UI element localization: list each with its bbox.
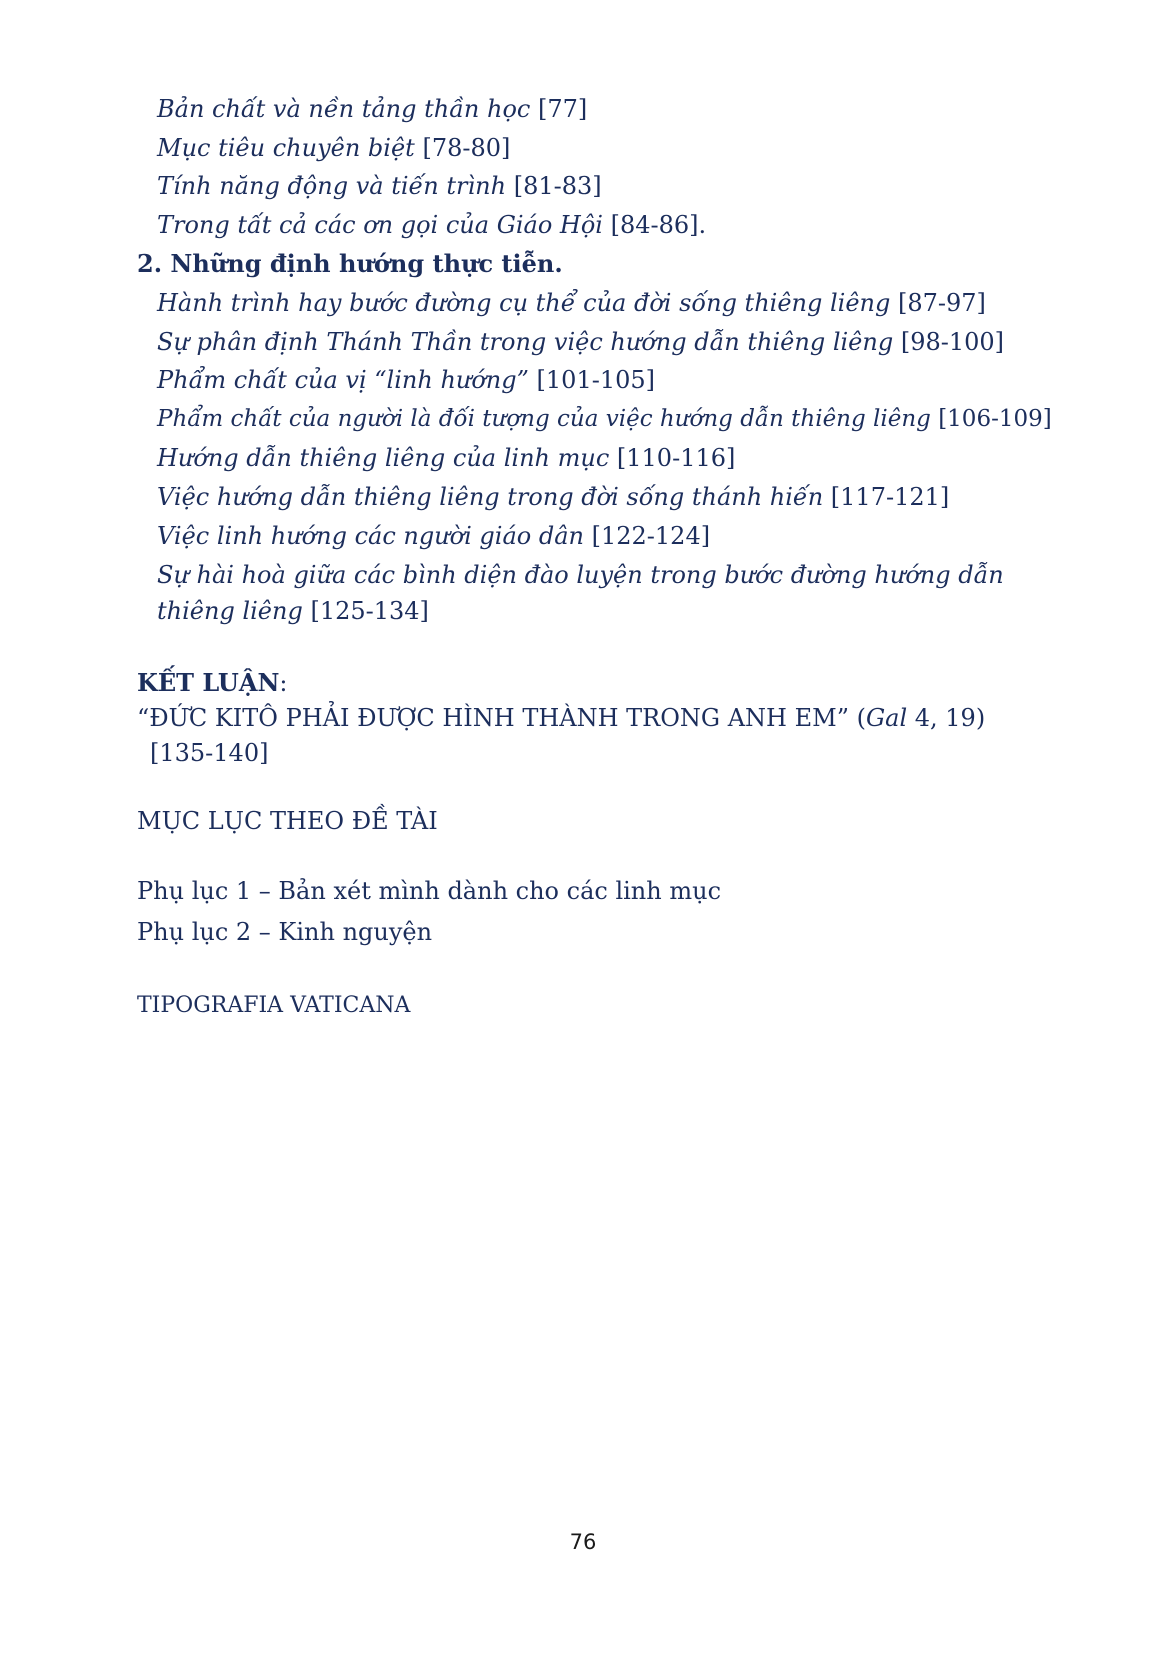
toc-entry-ref: [110-116] [616, 444, 736, 472]
toc-entry [157, 521, 710, 551]
toc-entry-ref: [84-86]. [610, 211, 707, 239]
toc-entry-title: Trong tất cả các ơn gọi của Giáo Hội [157, 211, 603, 239]
toc-entry-ref: [81-83] [513, 172, 602, 200]
toc-entry [157, 94, 587, 124]
toc-entry-title: Việc linh hướng các người giáo dân [157, 522, 584, 550]
toc-entry [157, 404, 1052, 434]
conclusion-quote-line [137, 703, 985, 733]
toc-entry [157, 443, 735, 473]
toc-entry-title: Phẩm chất của người là đối tượng của việc hướng dẫn thiêng liêng [157, 406, 931, 432]
conclusion-heading-line [137, 668, 288, 698]
toc-entry-ref: [98-100] [900, 328, 1005, 356]
toc-entry [157, 133, 510, 163]
toc-entry [157, 327, 1004, 357]
citation-rest: 4, 19) [907, 704, 986, 732]
toc-entry-title: Việc hướng dẫn thiêng liêng trong đời sống thánh hiến [157, 483, 824, 511]
toc-entry [157, 288, 986, 318]
toc-entry-continuation [157, 596, 429, 626]
toc-entry [157, 482, 949, 512]
toc-entry [157, 560, 1004, 590]
toc-entry-ref: [125-134] [310, 597, 429, 625]
toc-entry-title: thiêng liêng [157, 597, 303, 625]
toc-entry-ref: [77] [538, 95, 588, 123]
toc-entry-title: Sự hài hoà giữa các bình diện đào luyện trong bước đường hướng dẫn [157, 561, 1004, 589]
printer-name: TIPOGRAFIA VATICANA [137, 993, 411, 1018]
conclusion-colon: : [279, 669, 288, 697]
toc-entry [157, 210, 706, 240]
toc-entry-title: Tính năng động và tiến trình [157, 172, 507, 200]
appendix-item: Phụ lục 2 – Kinh nguyện [137, 918, 433, 946]
toc-entry-ref: [78-80] [422, 134, 511, 162]
appendix-item: Phụ lục 1 – Bản xét mình dành cho các linh mục [137, 877, 722, 905]
section-heading: 2. Những định hướng thực tiễn. [137, 249, 563, 278]
conclusion-quote: “ĐỨC KITÔ PHẢI ĐƯỢC HÌNH THÀNH TRONG ANH EM” ( [137, 704, 866, 732]
toc-entry-ref: [87-97] [898, 289, 986, 317]
page-number: 76 [569, 1530, 597, 1554]
topic-index-heading: MỤC LỤC THEO ĐỀ TÀI [137, 807, 438, 835]
toc-entry-title: Bản chất và nền tảng thần học [157, 95, 531, 123]
toc-entry-title: Mục tiêu chuyên biệt [157, 134, 415, 162]
toc-entry-ref: [117-121] [830, 483, 950, 511]
toc-entry [157, 365, 655, 395]
toc-entry-title: Hành trình hay bước đường cụ thể của đời sống thiêng liêng [157, 289, 891, 317]
toc-entry-ref: [122-124] [591, 522, 711, 550]
conclusion-ref: [135-140] [150, 739, 269, 767]
toc-entry [157, 171, 602, 201]
toc-entry-title: Hướng dẫn thiêng liêng của linh mục [157, 444, 610, 472]
citation-book: Gal [865, 704, 908, 732]
conclusion-heading: KẾT LUẬN [137, 668, 280, 697]
toc-entry-ref: [106-109] [938, 406, 1052, 432]
toc-entry-ref: [101-105] [536, 366, 655, 394]
toc-entry-title: Phẩm chất của vị “linh hướng” [157, 366, 529, 394]
toc-entry-title: Sự phân định Thánh Thần trong việc hướng dẫn thiêng liêng [157, 328, 894, 356]
